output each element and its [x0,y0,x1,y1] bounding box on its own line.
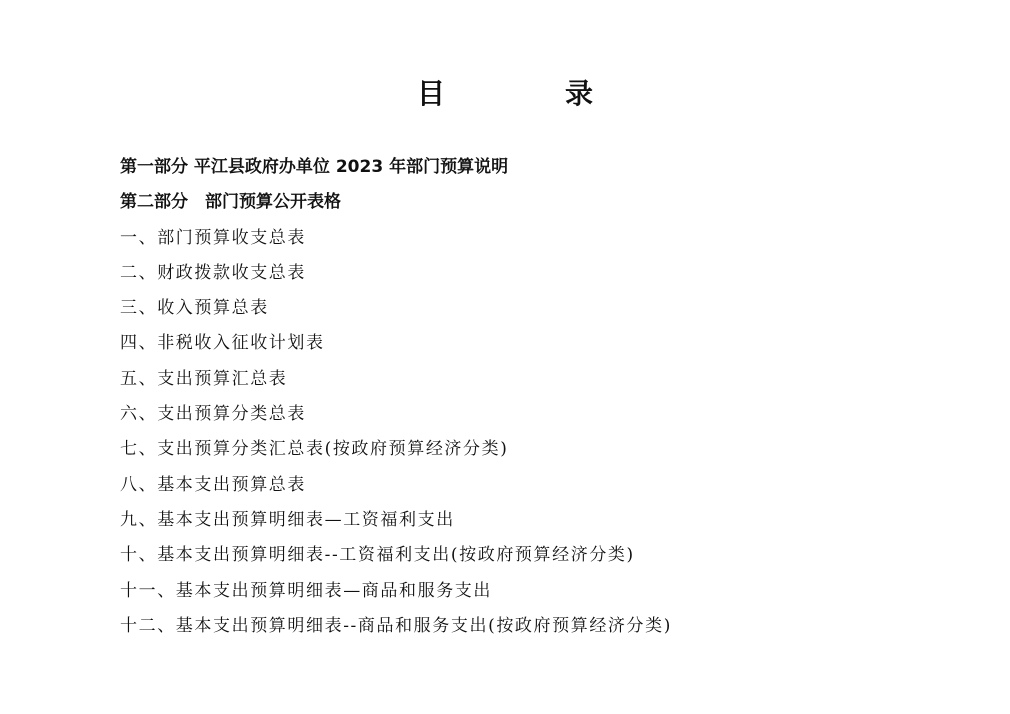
toc-item-1: 一、部门预算收支总表 [120,227,306,248]
toc-item-10: 十、基本支出预算明细表--工资福利支出(按政府预算经济分类) [120,545,635,566]
toc-part-2: 第二部分 部门预算公开表格 [120,192,341,213]
table-of-contents [120,150,920,644]
toc-item-11: 十一、基本支出预算明细表—商品和服务支出 [120,580,492,601]
toc-item-9: 九、基本支出预算明细表—工资福利支出 [120,509,455,530]
toc-part-1: 第一部分 平江县政府办单位 2023 年部门预算说明 [120,157,509,177]
toc-item-6: 六、支出预算分类总表 [120,404,306,425]
toc-item-4: 四、非税收入征收计划表 [120,333,325,354]
toc-item-3: 三、收入预算总表 [120,298,269,319]
toc-item-2: 二、财政拨款收支总表 [120,262,306,283]
toc-item-7: 七、支出预算分类汇总表(按政府预算经济分类) [120,439,509,460]
toc-item-5: 五、支出预算汇总表 [120,368,288,389]
toc-item-12: 十二、基本支出预算明细表--商品和服务支出(按政府预算经济分类) [120,615,672,636]
toc-item-8: 八、基本支出预算总表 [120,474,306,495]
toc-title: 目 录 [416,77,639,110]
